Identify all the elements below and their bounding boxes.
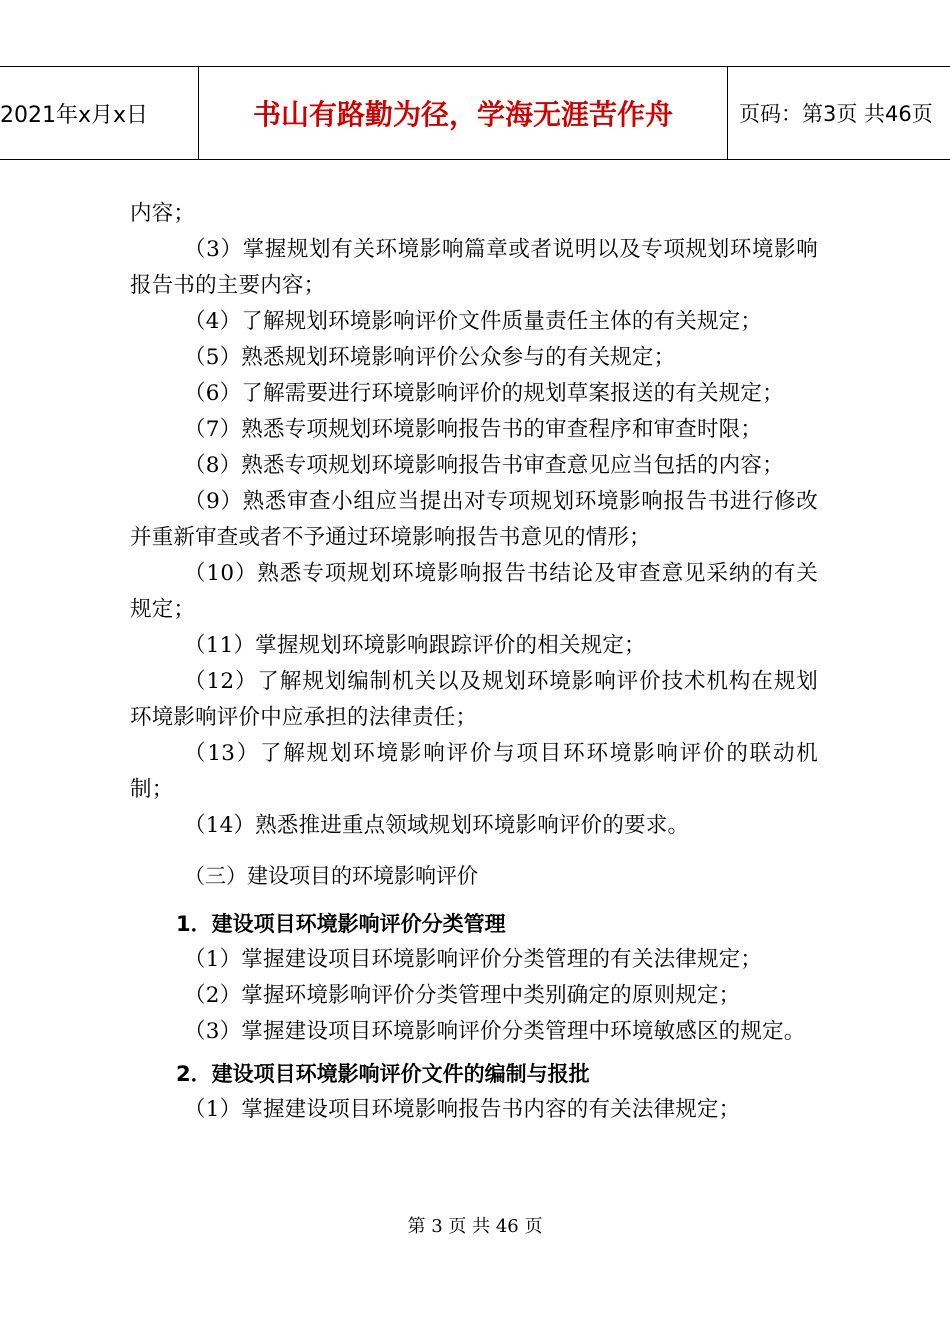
- paragraph: （6）了解需要进行环境影响评价的规划草案报送的有关规定；: [184, 381, 784, 406]
- paragraph: （3）掌握建设项目环境影响评价分类管理中环境敏感区的规定。: [184, 1019, 806, 1044]
- paragraph: （10）熟悉专项规划环境影响报告书结论及审查意见采纳的有关规定；: [130, 561, 818, 622]
- paragraph: （4）了解规划环境影响评价文件质量责任主体的有关规定；: [184, 309, 763, 334]
- paragraph: （12）了解规划编制机关以及规划环境影响评价技术机构在规划环境影响评价中应承担的法律责任；: [130, 669, 818, 730]
- paragraph: （11）掌握规划环境影响跟踪评价的相关规定；: [184, 633, 646, 658]
- paragraph: （8）熟悉专项规划环境影响报告书审查意见应当包括的内容；: [184, 453, 784, 478]
- paragraph: 内容；: [130, 201, 196, 226]
- paragraph: （1）掌握建设项目环境影响评价分类管理的有关法律规定；: [184, 947, 763, 972]
- page-footer: 第 3 页 共 46 页: [407, 1216, 543, 1237]
- subsection-heading: 2．建设项目环境影响评价文件的编制与报批: [176, 1062, 590, 1086]
- paragraph: （3）掌握规划有关环境影响篇章或者说明以及专项规划环境影响报告书的主要内容；: [130, 237, 818, 298]
- paragraph: （2）掌握环境影响评价分类管理中类别确定的原则规定；: [184, 983, 741, 1008]
- paragraph: （7）熟悉专项规划环境影响报告书的审查程序和审查时限；: [184, 417, 763, 442]
- paragraph: （13）了解规划环境影响评价与项目环环境影响评价的联动机制；: [130, 741, 818, 802]
- header-motto: 书山有路勤为径，学海无涯苦作舟: [198, 67, 728, 159]
- paragraph: （9）熟悉审查小组应当提出对专项规划环境影响报告书进行修改并重新审查或者不予通过环境影响报告书意见的情形；: [130, 489, 818, 550]
- paragraph: （14）熟悉推进重点领域规划环境影响评价的要求。: [184, 813, 690, 838]
- section-heading: （三）建设项目的环境影响评价: [184, 864, 478, 888]
- subsection-heading: 1．建设项目环境影响评价分类管理: [176, 912, 506, 936]
- paragraph: （5）熟悉规划环境影响评价公众参与的有关规定；: [184, 345, 676, 370]
- document-body: [130, 196, 818, 1128]
- header-page-info: 页码：第3页 共46页: [739, 102, 933, 126]
- header-date: 2021年x月x日: [0, 102, 149, 128]
- paragraph: （1）掌握建设项目环境影响报告书内容的有关法律规定；: [184, 1097, 741, 1122]
- page-header: [0, 66, 950, 160]
